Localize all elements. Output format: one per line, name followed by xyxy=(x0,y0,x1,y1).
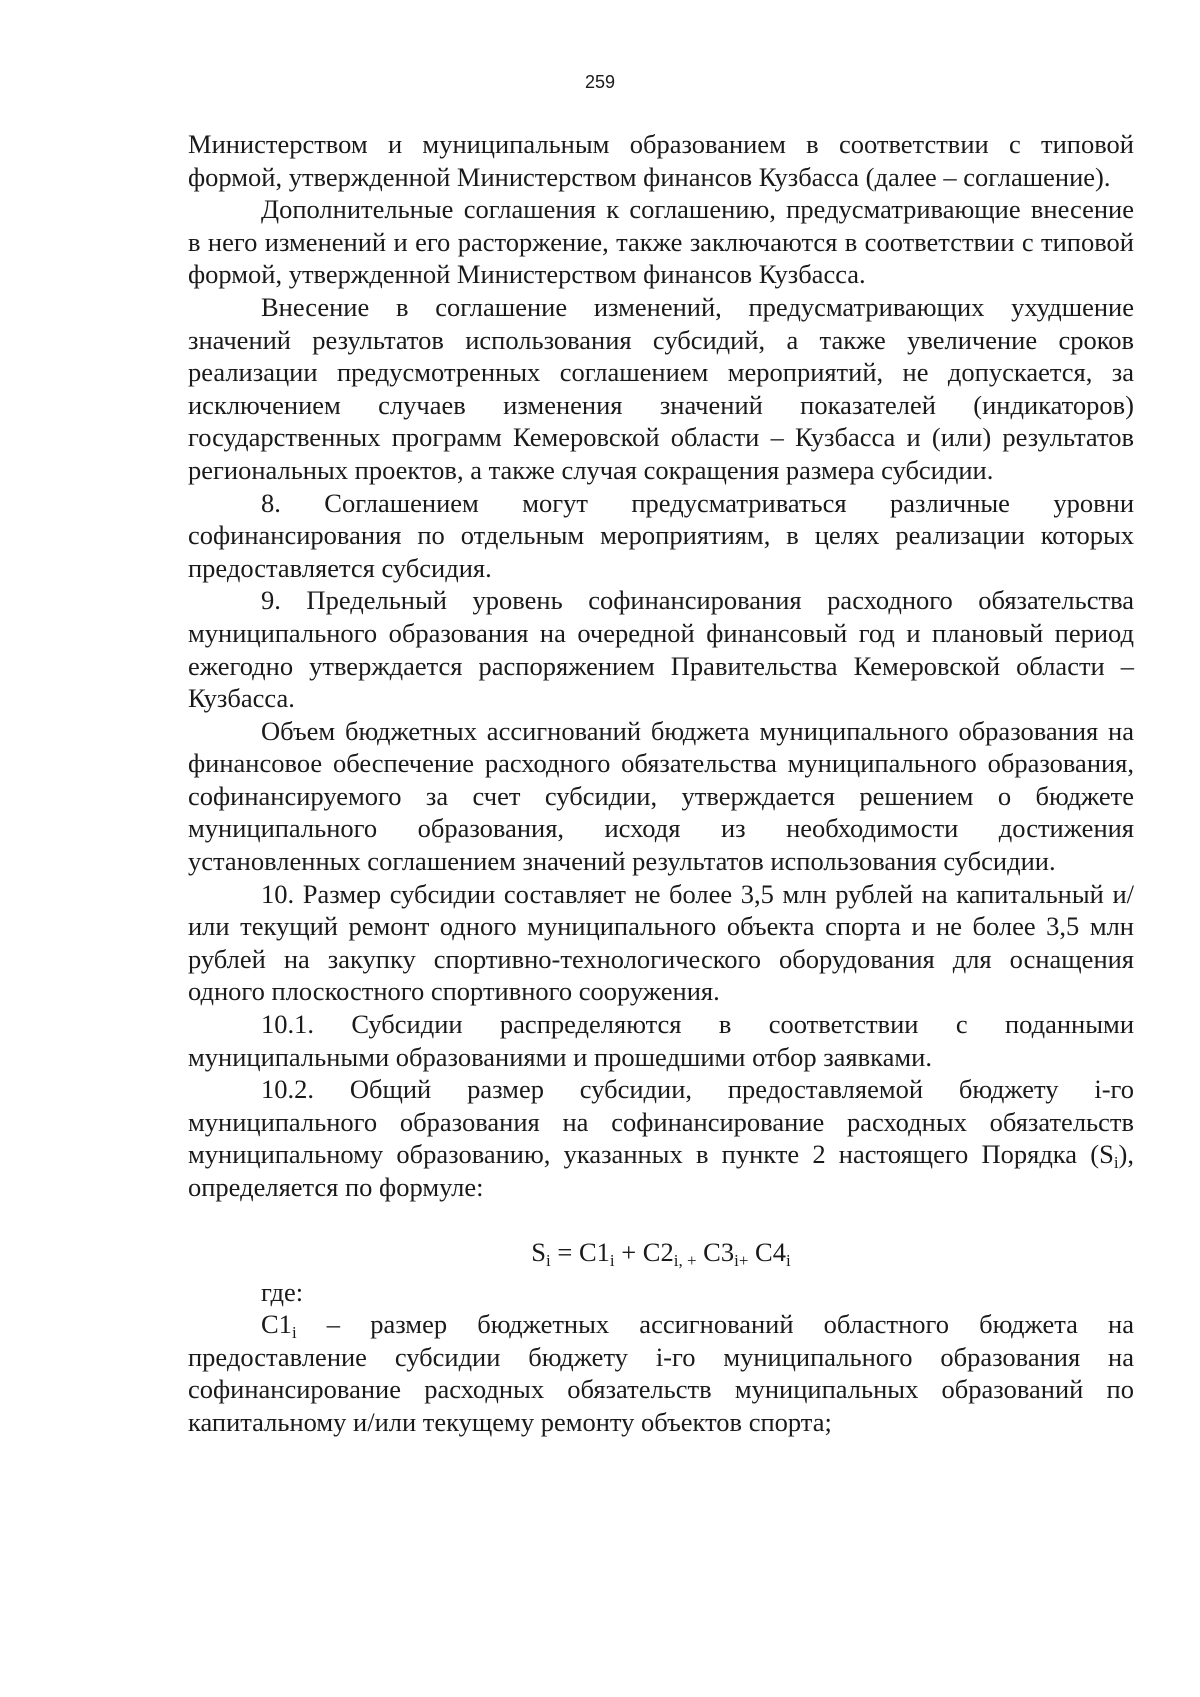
definition-c1 xyxy=(188,1308,1134,1438)
definition-text: – размер бюджетных ассигнований областного бюджета на предоставление субсидии бюджету i-го муниципального образования на софинансирование расходных обязательств муниципальных образований по капитальному и/или текущему ремонту объектов спорта; xyxy=(188,1309,1134,1437)
paragraph-item-10-2 xyxy=(188,1073,1134,1203)
formula-term-2: + C2 xyxy=(614,1236,674,1267)
paragraph-item-10-1: 10.1. Субсидии распределяются в соответствии с поданными муниципальными образованиями и прошедшими отбор заявками. xyxy=(188,1009,1134,1072)
paragraph-additional-agreements: Дополнительные соглашения к соглашению, предусматривающие внесение в него изменений и его расторжение, также заключаются в соответствии с типовой формой, утвержденной Министерством финансов Кузбасса. xyxy=(188,194,1134,290)
item-10-2-subscript: i xyxy=(1113,1153,1119,1173)
formula-term-3: C3 xyxy=(696,1236,735,1267)
formula-term-1-sub: i xyxy=(609,1250,615,1270)
paragraph-budget-volume: Объем бюджетных ассигнований бюджета муниципального образования на финансовое обеспечение расходного обязательства муниципального образования, софинансируемого за счет субсидии, утверждается решением о бюджете муниципального образования, исходя из необходимости достижения установленных соглашением значений результатов использования субсидии. xyxy=(188,715,1134,877)
definition-term-sub: i xyxy=(291,1323,297,1343)
paragraph-agreement-changes: Внесение в соглашение изменений, предусматривающих ухудшение значений результатов использования субсидий, а также увеличение сроков реализации предусмотренных соглашением мероприятий, не допускается, за исключением случаев изменения значений показателей (индикаторов) государственных программ Кемеровской области – Кузбасса и (или) результатов региональных проектов, а также случая сокращения размера субсидии. xyxy=(188,291,1134,485)
formula-lhs-sub: i xyxy=(546,1250,551,1270)
formula-term-2-sub: i, + xyxy=(673,1250,697,1270)
formula-lhs: S xyxy=(531,1236,547,1267)
item-10-2-text-a: 10.2. Общий размер субсидии, предоставляемой бюджету i-го муниципального образования на софинансирование расходных обязательств муниципальному образованию, указанных в пункте 2 настоящего Порядка (S xyxy=(188,1074,1134,1170)
formula-term-3-sub: i+ xyxy=(734,1250,749,1270)
paragraph-item-10: 10. Размер субсидии составляет не более 3,5 млн рублей на капитальный и/или текущий ремонт одного муниципального объекта спорта и не более 3,5 млн рублей на закупку спортивно-технологического оборудования для оснащения одного плоскостного спортивного сооружения. xyxy=(188,878,1134,1007)
document-body xyxy=(188,128,1134,1439)
formula xyxy=(188,1234,1134,1270)
item-10-2-text-b: ), определяется по формуле: xyxy=(188,1139,1134,1202)
definition-term: C1 xyxy=(261,1309,292,1340)
formula-term-4-sub: i xyxy=(785,1250,791,1270)
paragraph-continuation: Министерством и муниципальным образованием в соответствии с типовой формой, утвержденной Министерством финансов Кузбасса (далее – соглашение). xyxy=(188,129,1134,192)
formula-term-4: C4 xyxy=(748,1236,786,1267)
page-number: 259 xyxy=(584,72,616,92)
formula-term-1: = C1 xyxy=(550,1236,610,1267)
paragraph-item-8: 8. Соглашением могут предусматриваться различные уровни софинансирования по отдельным мероприятиям, в целях реализации которых предоставляется субсидия. xyxy=(188,487,1134,583)
paragraph-item-9: 9. Предельный уровень софинансирования расходного обязательства муниципального образования на очередной финансовый год и плановый период ежегодно утверждается распоряжением Правительства Кемеровской области – Кузбасса. xyxy=(188,585,1134,714)
where-label: где: xyxy=(261,1276,304,1307)
